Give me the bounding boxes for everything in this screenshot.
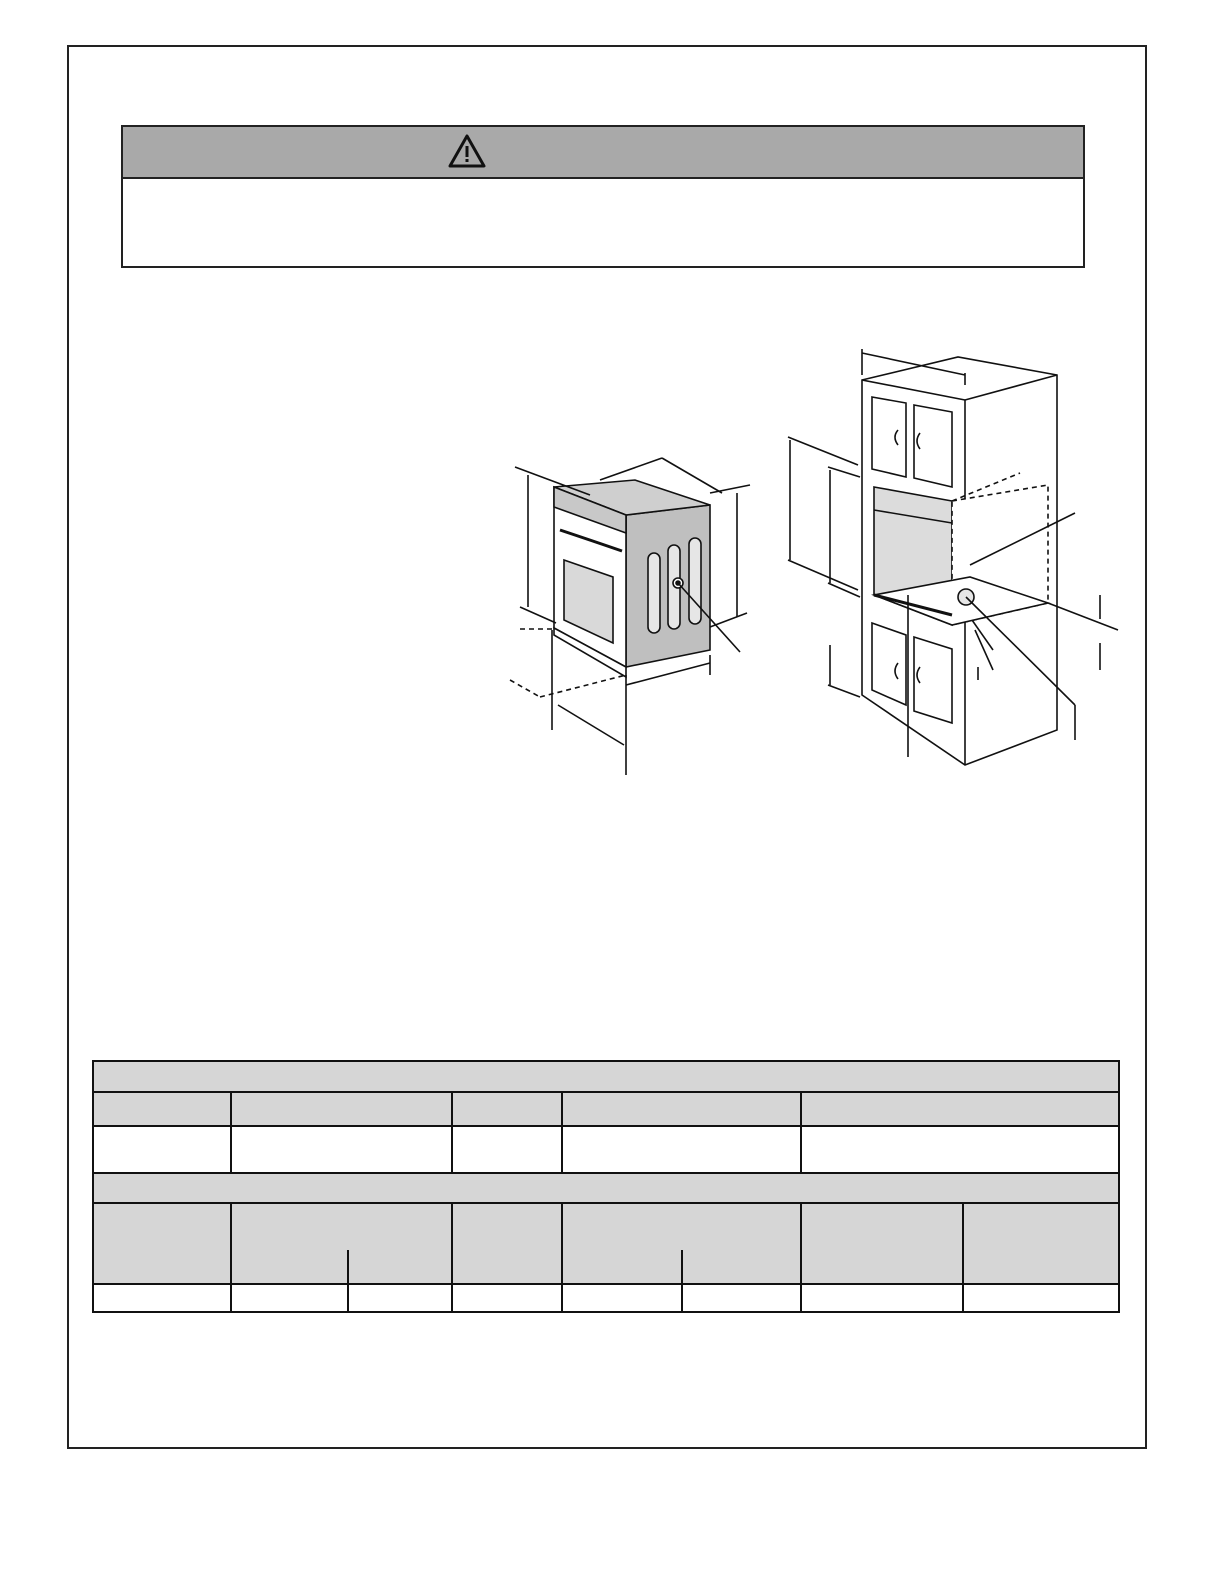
warning-box xyxy=(121,125,1085,268)
warning-triangle-icon xyxy=(447,133,487,169)
oven-installation-diagram xyxy=(500,345,1130,785)
oven-illustration xyxy=(510,458,750,775)
warning-text xyxy=(143,189,1063,259)
table-title-row xyxy=(93,1061,1119,1092)
cabinet-illustration xyxy=(788,349,1118,765)
table-header-row xyxy=(93,1092,1119,1126)
table-subtitle-row xyxy=(93,1173,1119,1203)
specification-table xyxy=(92,1060,1120,1314)
table-subheader-row xyxy=(93,1203,1119,1284)
warning-header xyxy=(123,127,1083,179)
